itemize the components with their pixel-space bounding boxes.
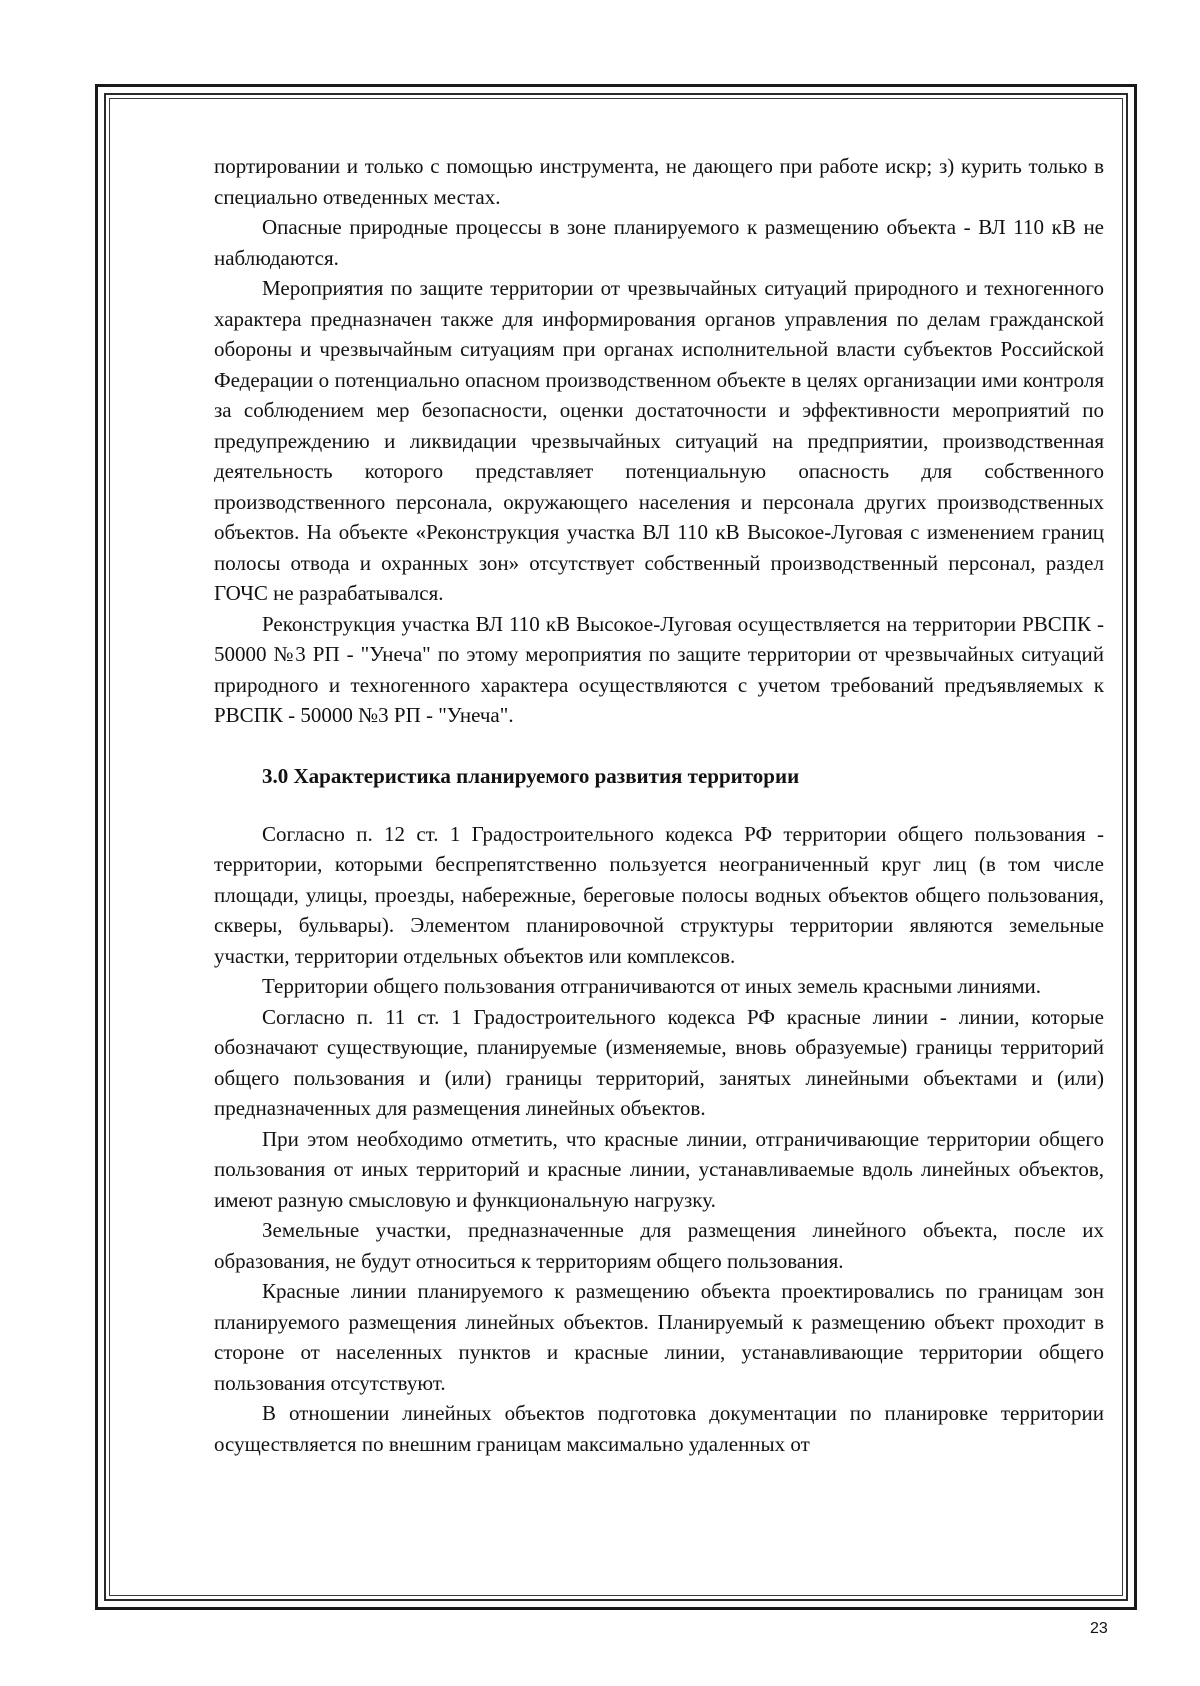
page-number: 23 <box>1090 1620 1108 1637</box>
paragraphs-before-heading <box>214 151 1104 731</box>
paragraph: Земельные участки, предназначенные для размещения линейного объекта, после их образования, не будут относиться к территориям общего пользования. <box>214 1218 1104 1273</box>
paragraph: Красные линии планируемого к размещению объекта проектировались по границам зон планируемого размещения линейных объектов. Планируемый к размещению объект проходит в стороне от населенных пунктов и красные линии, устанавливающие территории общего пользования отсутствуют. <box>214 1279 1104 1395</box>
document-body <box>214 151 1104 1459</box>
paragraph: Территории общего пользования отграничиваются от иных земель красными линиями. <box>262 974 1042 998</box>
paragraph: Реконструкция участка ВЛ 110 кВ Высокое-Луговая осуществляется на территории РВСПК - 50000 №3 РП - "Унеча" по этому мероприятия по защите территории от чрезвычайных ситуаций природного и техногенного характера осуществляются с учетом требований предъявляемых к РВСПК - 50000 №3 РП - "Унеча". <box>214 611 1104 727</box>
paragraph: портировании и только с помощью инструмента, не дающего при работе искр; з) курить только в специально отведенных местах. <box>214 154 1104 209</box>
paragraph: Мероприятия по защите территории от чрезвычайных ситуаций природного и техногенного характера предназначен также для информирования органов управления по делам гражданской обороны и чрезвычайным ситуациям при органах исполнительной власти субъектов Российской Федерации о потенциально опасном производственном объекте в целях организации ими контроля за соблюдением мер безопасности, оценки достаточности и эффективности мероприятий по предупреждению и ликвидации чрезвычайных ситуаций на предприятии, производственная деятельность которого представляет потенциальную опасность для собственного производственного персонала, окружающего населения и персонала других производственных объектов. На объекте «Реконструкция участка ВЛ 110 кВ Высокое-Луговая с изменением границ полосы отвода и охранных зон» отсутствует собственный производственный персонал, раздел ГОЧС не разрабатывался. <box>214 276 1104 605</box>
section-heading: 3.0 Характеристика планируемого развития территории <box>262 763 800 788</box>
paragraph: При этом необходимо отметить, что красные линии, отграничивающие территории общего пользования от иных территорий и красные линии, устанавливаемые вдоль линейных объектов, имеют разную смысловую и функциональную нагрузку. <box>214 1126 1104 1212</box>
paragraph: В отношении линейных объектов подготовка документации по планировке территории осуществляется по внешним границам максимально удаленных от <box>214 1401 1104 1456</box>
paragraph: Согласно п. 11 ст. 1 Градостроительного кодекса РФ красные линии - линии, которые обозначают существующие, планируемые (изменяемые, вновь образуемые) границы территорий общего пользования и (или) границы территорий, занятых линейными объектами и (или) предназначенных для размещения линейных объектов. <box>214 1004 1104 1120</box>
paragraph: Опасные природные процессы в зоне планируемого к размещению объекта - ВЛ 110 кВ не наблюдаются. <box>214 215 1104 270</box>
paragraphs-after-heading <box>214 819 1104 1460</box>
paragraph: Согласно п. 12 ст. 1 Градостроительного кодекса РФ территории общего пользования - территории, которыми беспрепятственно пользуется неограниченный круг лиц (в том числе площади, улицы, проезды, набережные, береговые полосы водных объектов общего пользования, скверы, бульвары). Элементом планировочной структуры территории являются земельные участки, территории отдельных объектов или комплексов. <box>214 821 1104 968</box>
